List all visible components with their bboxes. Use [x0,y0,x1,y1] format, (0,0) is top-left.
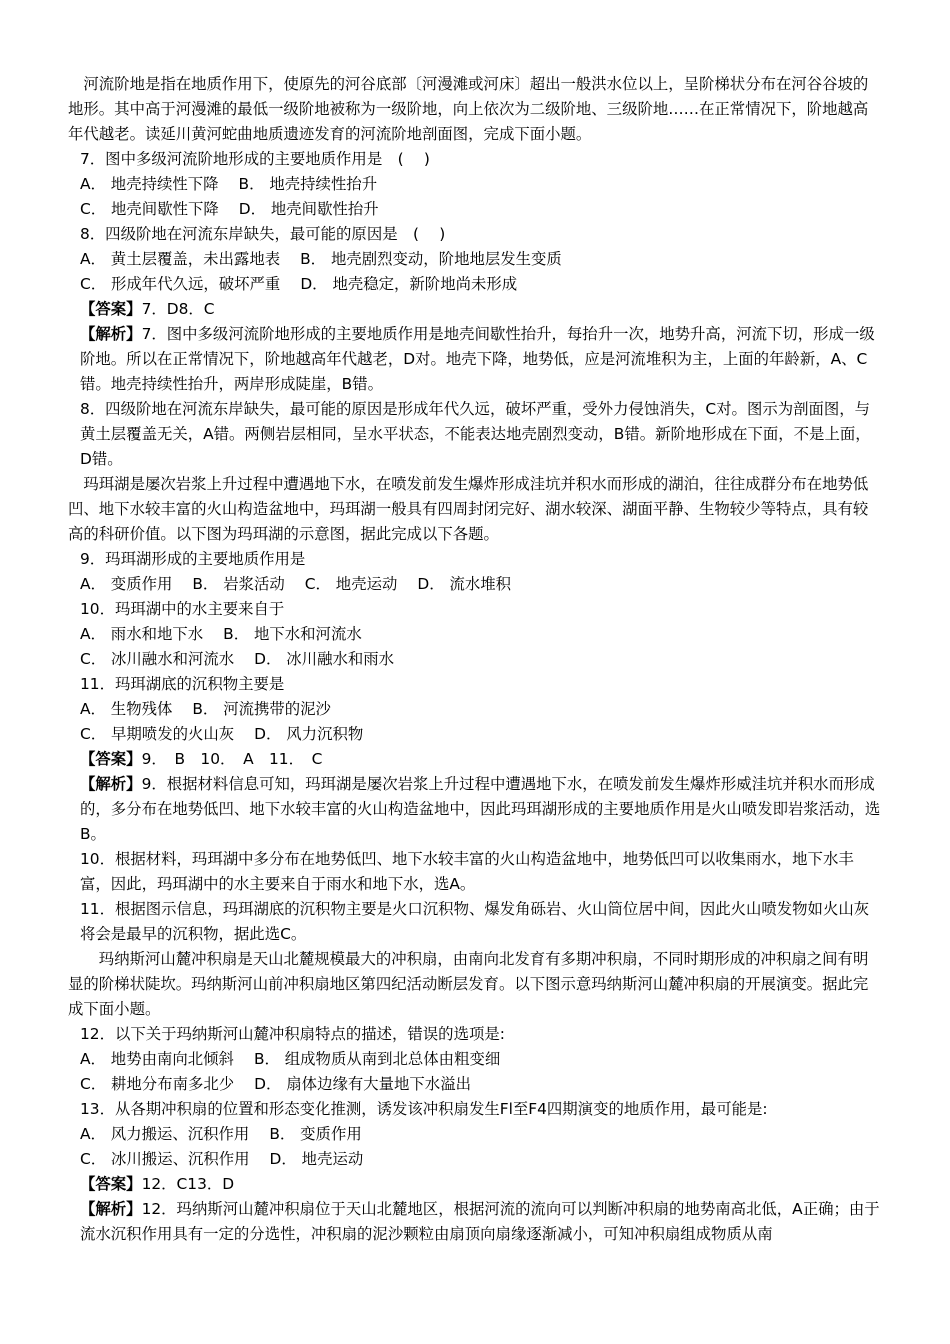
q8-option-b: B． 地壳剧烈变动，阶地地层发生变质 [300,250,562,268]
question-9-stem: 9．玛珥湖形成的主要地质作用是 [80,550,306,568]
q9-option-a: A． 变质作用 [80,575,173,593]
q10-option-c: C． 冰川融水和河流水 [80,650,235,668]
explanation-10: 10．根据材料，玛珥湖中多分布在地势低凹、地下水较丰富的火山构造盆地中，地势低凹可以收集雨水，地下水丰富，因此，玛珥湖中的水主要来自于雨水和地下水，选A。 [80,850,854,893]
answer-text: 9． B 10． A 11． C [141,750,323,768]
question-8-options-row-2 [68,272,882,297]
explanation-text: 7．图中多级河流阶地形成的主要地质作用是地壳间歇性抬升，每抬升一次，地势升高，河流下切，形成一级阶地。所以在正常情况下，阶地越高年代越老，D对。地壳下降，地势低，应是河流堆积为主，上面的年龄新，A、C错。地壳持续性抬升，两岸形成陡崖，B错。 [80,325,875,393]
answer-text: 12．C13．D [141,1175,235,1193]
q9-option-b: B． 岩浆活动 [192,575,285,593]
question-12-stem: 12．以下关于玛纳斯河山麓冲积扇特点的描述，错误的选项是: [80,1025,505,1043]
explanation-text: 12．玛纳斯河山麓冲积扇位于天山北麓地区，根据河流的流向可以判断冲积扇的地势南高北低，A正确；由于流水沉积作用具有一定的分选性，冲积扇的泥沙颗粒由扇顶向扇缘逐渐减小，可知冲积扇组成物质从南 [80,1200,880,1243]
question-12-options-row-2 [68,1072,882,1097]
q12-option-b: B． 组成物质从南到北总体由粗变细 [253,1050,501,1068]
q12-option-a: A． 地势由南向北倾斜 [80,1050,234,1068]
q10-option-d: D． 冰川融水和雨水 [254,650,395,668]
answer-label: 【答案】 [80,1175,142,1193]
question-13-stem: 13．从各期冲积扇的位置和形态变化推测，诱发该冲积扇发生Fl至F4四期演变的地质作用，最可能是: [80,1100,768,1118]
explanation-label: 【解析】 [80,1200,142,1218]
q7-option-a: A． 地壳持续性下降 [80,175,219,193]
answer-text: 7．D8．C [141,300,215,318]
passage-alluvial-fan: 玛纳斯河山麓冲积扇是天山北麓规模最大的冲积扇，由南向北发育有多期冲积扇，不同时期形成的冲积扇之间有明显的阶梯状陡坎。玛纳斯河山前冲积扇地区第四纪活动断层发育。以下图示意玛纳斯河山麓冲积扇的开展演变。据此完成下面小题。 [68,950,869,1018]
question-11-stem: 11．玛珥湖底的沉积物主要是 [80,675,285,693]
q13-option-b: B． 变质作用 [269,1125,362,1143]
answer-label: 【答案】 [80,750,142,768]
q12-option-d: D． 扇体边缘有大量地下水溢出 [254,1075,471,1093]
question-12-options-row-1 [68,1047,882,1072]
question-10-stem: 10．玛珥湖中的水主要来自于 [80,600,285,618]
answer-label: 【答案】 [80,300,142,318]
q9-option-d: D． 流水堆积 [417,575,512,593]
q8-option-a: A． 黄土层覆盖，未出露地表 [80,250,281,268]
q7-option-b: B． 地壳持续性抬升 [238,175,378,193]
question-11-options-row-2 [68,722,882,747]
passage-river-terrace: 河流阶地是指在地质作用下，使原先的河谷底部〔河漫滩或河床〕超出一般洪水位以上，呈阶梯状分布在河谷谷坡的地形。其中高于河漫滩的最低一级阶地被称为一级阶地，向上依次为二级阶地、三级阶地……在正常情况下，阶地越高年代越老。读延川黄河蛇曲地质遗迹发育的河流阶地剖面图，完成下面小题。 [68,75,869,143]
q10-option-a: A． 雨水和地下水 [80,625,204,643]
q11-option-d: D． 风力沉积物 [254,725,364,743]
q7-option-d: D． 地壳间歇性抬升 [238,200,379,218]
q8-option-d: D． 地壳稳定，新阶地尚未形成 [300,275,518,293]
q11-option-b: B． 河流携带的泥沙 [192,700,331,718]
question-13-options-row-1 [68,1122,882,1147]
question-13-options-row-2 [68,1147,882,1172]
answer-7-8 [68,297,882,322]
explanation-11: 11．根据图示信息，玛珥湖底的沉积物主要是火口沉积物、爆发角砾岩、火山筒位居中间，因此火山喷发物如火山灰将会是最早的沉积物，据此选C。 [80,900,870,943]
question-8-stem: 8．四级阶地在河流东岸缺失，最可能的原因是 ( ) [80,225,446,243]
q8-option-c: C． 形成年代久远，破坏严重 [80,275,281,293]
question-7-stem: 7．图中多级河流阶地形成的主要地质作用是 ( ) [80,150,430,168]
q11-option-a: A． 生物残体 [80,700,173,718]
question-11-options-row-1 [68,697,882,722]
q12-option-c: C． 耕地分布南多北少 [80,1075,235,1093]
question-9-options [68,572,882,597]
explanation-8: 8．四级阶地在河流东岸缺失，最可能的原因是形成年代久远，破坏严重，受外力侵蚀消失，C对。图示为剖面图，与黄土层覆盖无关，A错。两侧岩层相同，呈水平状态，不能表达地壳剧烈变动，B错。新阶地形成在下面，不是上面，D错。 [80,400,871,468]
question-7-options-row-2 [68,197,882,222]
q13-option-d: D． 地壳运动 [269,1150,364,1168]
explanation-12 [68,1197,882,1247]
explanation-label: 【解析】 [80,325,142,343]
q11-option-c: C． 早期喷发的火山灰 [80,725,235,743]
passage-maar-lake: 玛珥湖是屡次岩浆上升过程中遭遇地下水，在喷发前发生爆炸形成洼坑并积水而形成的湖泊，往往成群分布在地势低凹、地下水较丰富的火山构造盆地中，玛珥湖一般具有四周封闭完好、湖水较深、湖面平静、生物较少等特点，具有较高的科研价值。以下图为玛珥湖的示意图，据此完成以下各题。 [68,475,869,543]
q13-option-a: A． 风力搬运、沉积作用 [80,1125,250,1143]
question-10-options-row-1 [68,622,882,647]
explanation-7 [68,322,882,397]
answer-12-13 [68,1172,882,1197]
question-10-options-row-2 [68,647,882,672]
explanation-text: 9．根据材料信息可知，玛珥湖是屡次岩浆上升过程中遭遇地下水，在喷发前发生爆炸形威洼坑并积水而形成的，多分布在地势低凹、地下水较丰富的火山构造盆地中，因此玛珥湖形成的主要地质作用是火山喷发即岩浆活动，选B。 [80,775,881,843]
explanation-label: 【解析】 [80,775,142,793]
q7-option-c: C． 地壳间歇性下降 [80,200,219,218]
answer-9-11 [68,747,882,772]
q10-option-b: B． 地下水和河流水 [223,625,362,643]
q9-option-c: C． 地壳运动 [304,575,398,593]
q13-option-c: C． 冰川搬运、沉积作用 [80,1150,250,1168]
question-8-options-row-1 [68,247,882,272]
question-7-options-row-1 [68,172,882,197]
explanation-9 [68,772,882,847]
